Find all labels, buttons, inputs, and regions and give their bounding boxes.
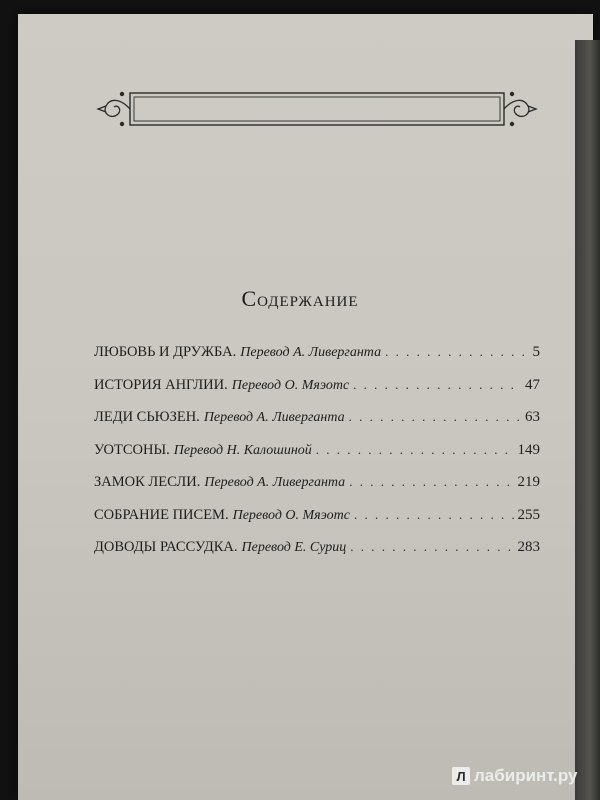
toc-entry [94, 531, 540, 564]
toc-translator: Перевод А. Ливерганта [204, 475, 346, 490]
labirint-watermark [452, 766, 577, 786]
toc-entry [94, 499, 540, 532]
toc-entry [94, 401, 540, 434]
toc-translator: Перевод О. Мяэотс [232, 507, 350, 523]
toc-work-title: УОТСОНЫ. [94, 441, 170, 458]
toc-work-title: ЛЕДИ СЬЮЗЕН. [94, 409, 200, 425]
labirint-logo-icon: Л [452, 767, 470, 785]
toc-page-number: 219 [517, 474, 540, 490]
toc-entry [94, 369, 540, 402]
toc-entry [94, 434, 540, 467]
toc-page-number: 5 [532, 344, 540, 360]
toc-work-title: СОБРАНИЕ ПИСЕМ. [94, 506, 229, 523]
toc-work-title: ЗАМОК ЛЕСЛИ. [94, 474, 201, 490]
toc-translator: Перевод А. Ливерганта [240, 345, 382, 360]
toc-translator: Перевод О. Мяэотс [231, 377, 350, 393]
toc-translator: Перевод Е. Суриц [241, 540, 347, 555]
toc-page-number: 283 [517, 539, 540, 555]
watermark-text: лабиринт.ру [474, 766, 578, 785]
toc-leader-dots [350, 531, 513, 564]
toc-translator: Перевод А. Ливерганта [203, 410, 345, 425]
ornamental-header-frame [92, 84, 542, 134]
book-page-edge [575, 40, 600, 800]
toc-work-title: ЛЮБОВЬ И ДРУЖБА. [94, 344, 237, 360]
toc-page-number: 63 [525, 409, 540, 425]
toc-work-title: ИСТОРИЯ АНГЛИИ. [94, 376, 228, 393]
toc-leader-dots [353, 369, 521, 402]
toc-page-number: 47 [525, 376, 540, 393]
toc-leader-dots [349, 401, 521, 434]
toc-leader-dots [349, 466, 513, 499]
toc-leader-dots [354, 499, 514, 532]
toc-leader-dots [316, 434, 514, 467]
page-title: Содержание [241, 286, 359, 311]
toc-entry [94, 466, 540, 499]
toc-page-number: 149 [517, 441, 540, 458]
toc-entry [94, 336, 540, 369]
toc-page-number: 255 [517, 506, 540, 523]
toc-work-title: ДОВОДЫ РАССУДКА. [94, 539, 238, 555]
toc-leader-dots [385, 336, 528, 369]
table-of-contents [94, 336, 540, 564]
toc-translator: Перевод Н. Калошиной [173, 442, 312, 458]
